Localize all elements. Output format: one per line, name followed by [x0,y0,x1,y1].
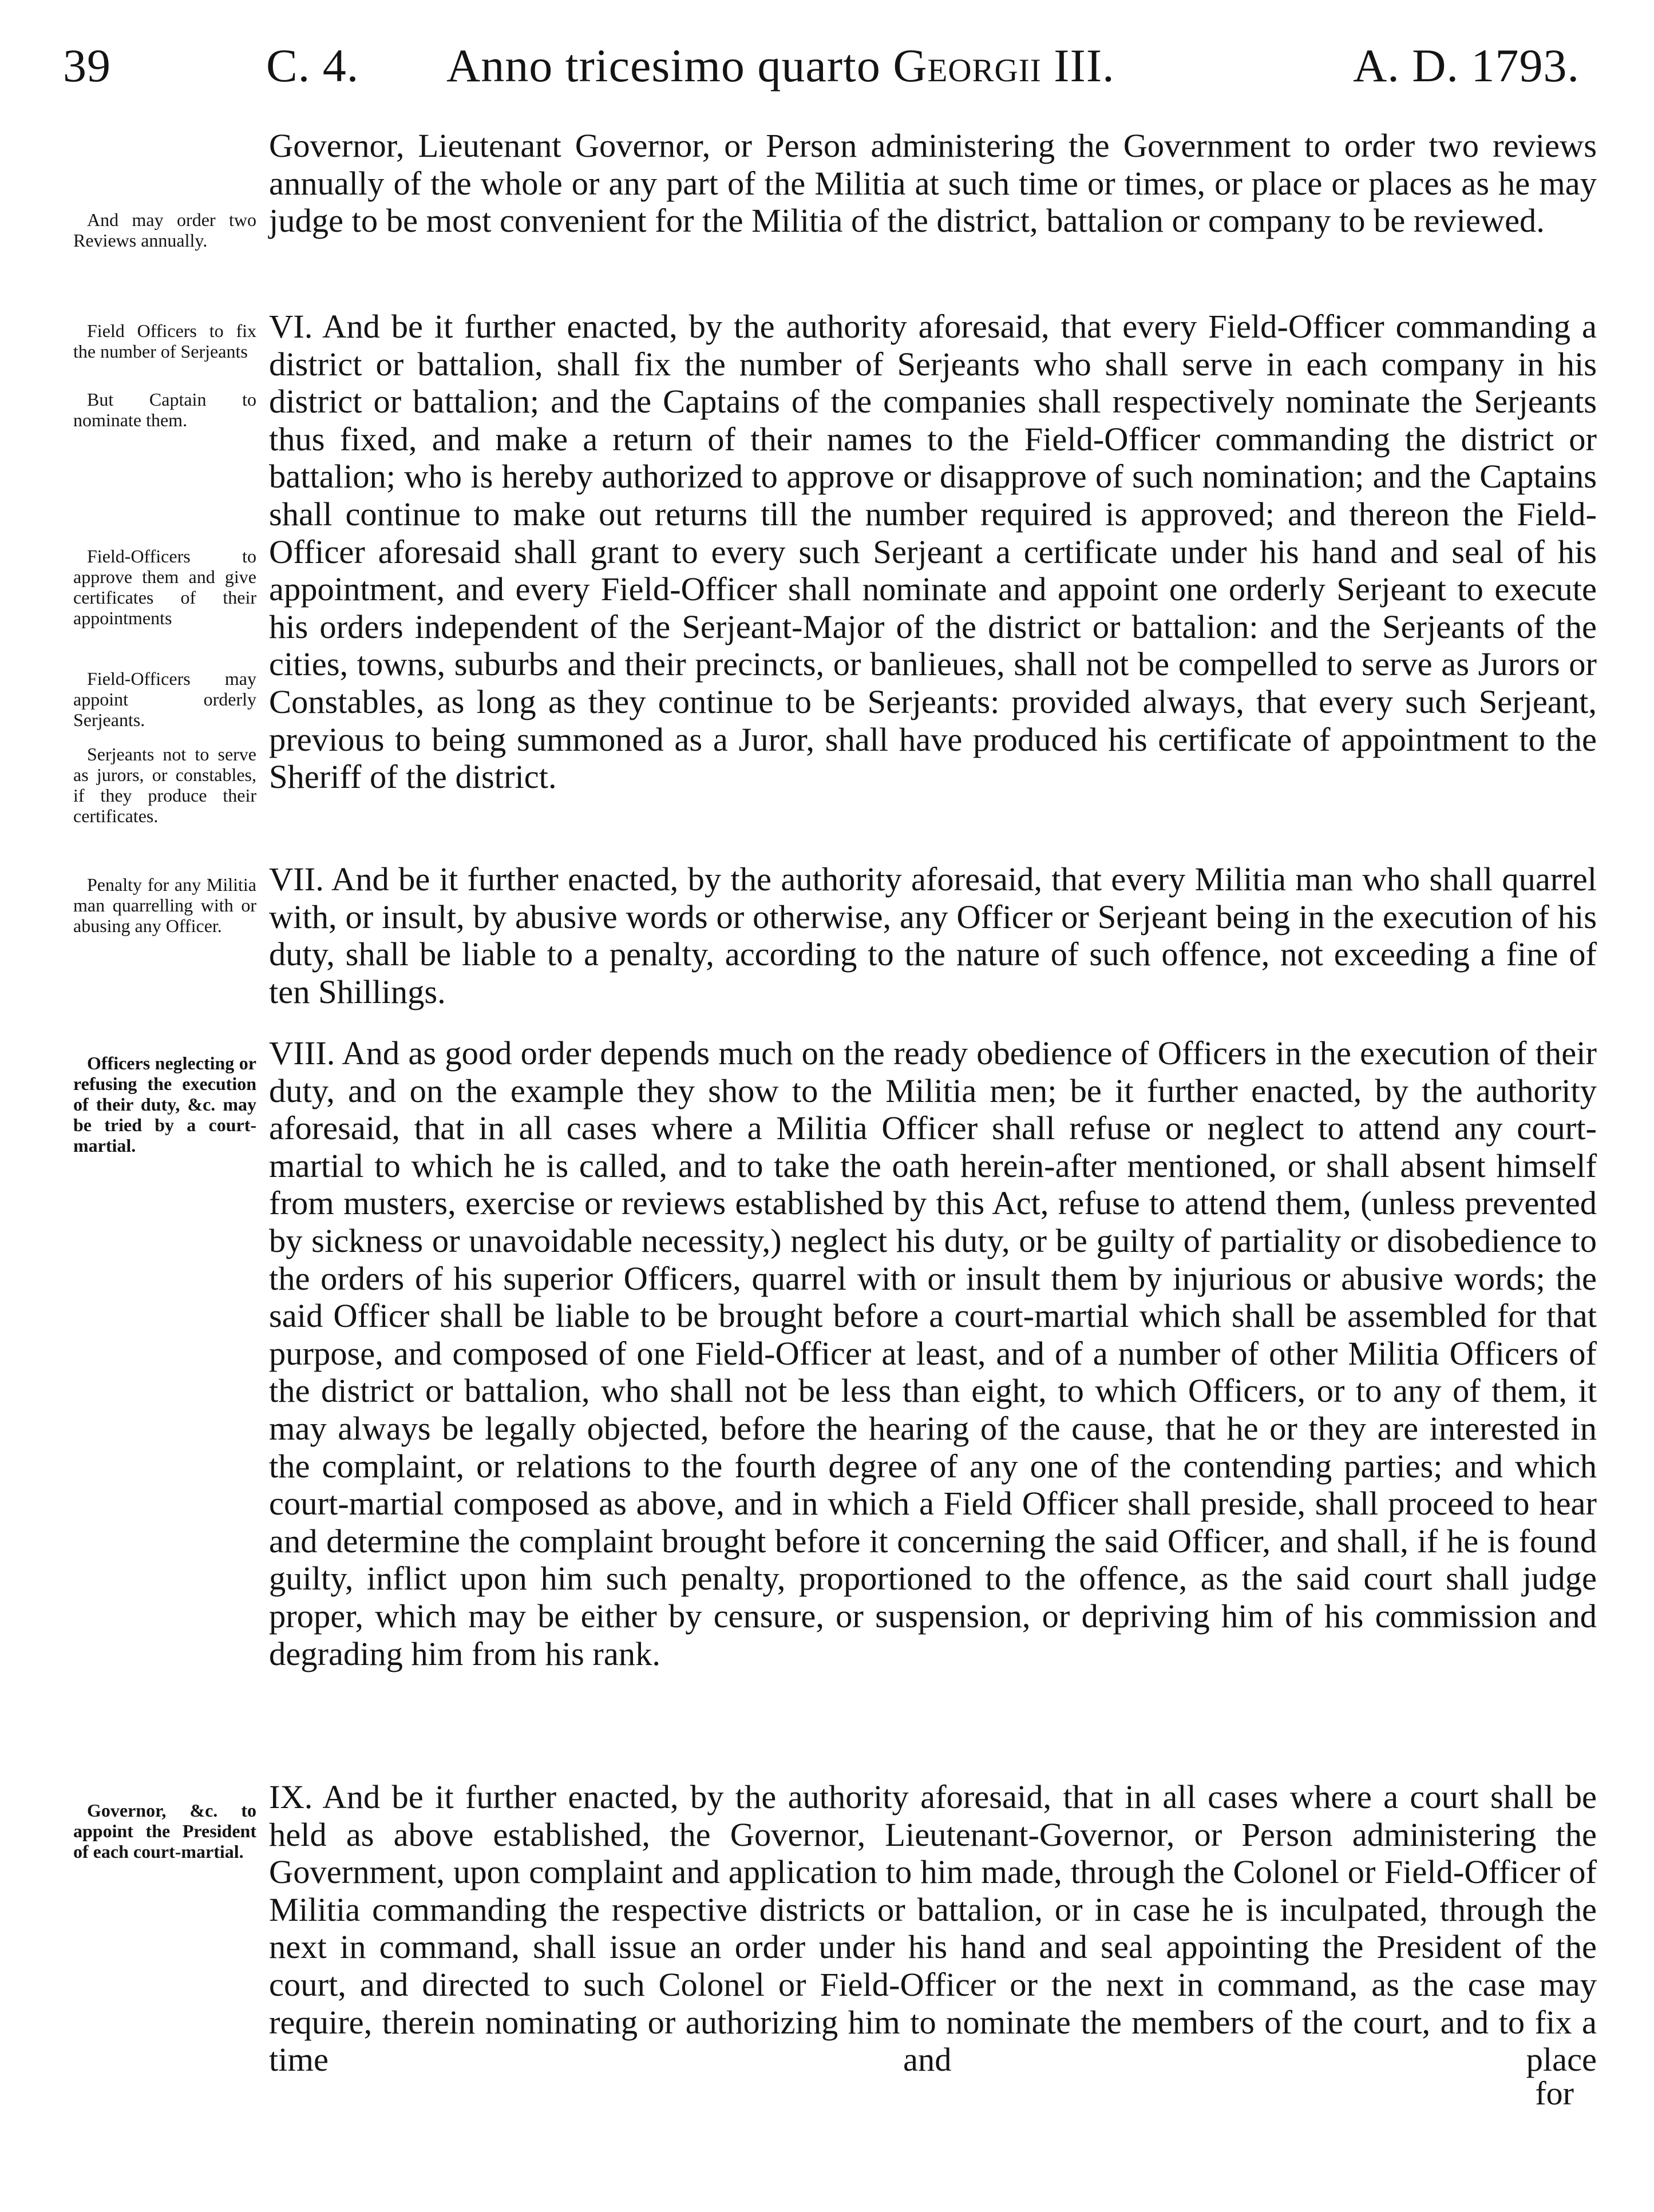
page-number: 39 [63,39,111,92]
title-suffix: III. [1041,39,1115,92]
margin-note-orderly-serjeants: Field-Officers may appoint orderly Serjeants. [73,668,256,730]
margin-note-reviews: And may order two Reviews annually. [73,209,256,251]
chapter-number: C. 4. [266,39,359,92]
catchword: for [1535,2075,1574,2112]
title-king: Georgii [893,39,1042,92]
paragraph-section-ix: IX. And be it further enacted, by the authority aforesaid, that in all cases where a court shall be held as above established, the Governor, Lieutenant-Governor, or Person administering the Government, upon complaint and application to him made, through the Colonel or Field-Officer of Militia commanding the respective districts or battalion, or in case he is inculpated, through the next in command, shall issue an order under his hand and seal appointing the President of the court, and directed to such Colonel or Field-Officer or the next in command, as the case may require, therein nominating or authorizing him to nominate the members of the court, and to fix a time and place [269,1778,1597,2079]
margin-note-court-martial: Officers neglecting or refusing the execution of their duty, &c. may be tried by a court-martial. [73,1053,256,1156]
running-head [63,23,1580,109]
paragraph-section-vii: VII. And be it further enacted, by the authority aforesaid, that every Militia man who shall quarrel with, or insult, by abusive words or otherwise, any Officer or Serjeant being in the execution of his duty, shall be liable to a penalty, according to the nature of such offence, not exceeding a fine of ten Shillings. [269,861,1597,1010]
paragraph-review-continuation: Governor, Lieutenant Governor, or Person administering the Government to order two reviews annually of the whole or any part of the Militia at such time or times, or place or places as he may judge to be most convenient for the Militia of the district, battalion or company to be reviewed. [269,127,1597,240]
paragraph-section-vi: VI. And be it further enacted, by the authority aforesaid, that every Field-Officer commanding a district or battalion, shall fix the number of Serjeants who shall serve in each company in his district or battalion; and the Captains of the companies shall respectively nominate the Serjeants thus fixed, and make a return of their names to the Field-Officer commanding the district or battalion; who is hereby authorized to approve or disapprove of such nomination; and the Captains shall continue to make out returns till the number required is approved; and thereon the Field-Officer aforesaid shall grant to every such Serjeant a certificate under his hand and seal of his appointment, and every Field-Officer shall nominate and appoint one orderly Serjeant to execute his orders independent of the Serjeant-Major of the district or battalion: and the Serjeants of the cities, towns, suburbs and their precincts, or banlieues, shall not be compelled to serve as Jurors or Constables, as long as they continue to be Serjeants: provided always, that every such Serjeant, previous to being summoned as a Juror, shall have produced his certificate of appointment to the Sheriff of the district. [269,308,1597,796]
running-title [446,23,1115,109]
year: A. D. 1793. [1353,39,1580,92]
margin-note-penalty: Penalty for any Militia man quarrelling with or abusing any Officer. [73,874,256,936]
margin-note-field-officers-fix: Field Officers to fix the number of Serjeants [73,320,256,362]
margin-note-approve-certificates: Field-Officers to approve them and give certificates of their appointments [73,546,256,628]
margin-note-serjeants-jurors: Serjeants not to serve as jurors, or constables, if they produce their certificates. [73,744,256,826]
margin-note-captain-nominate: But Captain to nominate them. [73,389,256,430]
margin-note-president: Governor, &c. to appoint the President of each court-martial. [73,1800,256,1862]
paragraph-section-viii: VIII. And as good order depends much on the ready obedience of Officers in the execution of their duty, and on the example they show to the Militia men; be it further enacted, by the authority aforesaid, that in all cases where a Militia Officer shall refuse or neglect to attend any court-martial to which he is called, and to take the oath herein-after mentioned, or shall absent himself from musters, exercise or reviews established by this Act, refuse to attend them, (unless prevented by sickness or unavoidable necessity,) neglect his duty, or be guilty of partiality or disobedience to the orders of his superior Officers, quarrel with or insult them by injurious or abusive words; the said Officer shall be liable to be brought before a court-martial which shall be assembled for that purpose, and composed of one Field-Officer at least, and of a number of other Militia Officers of the district or battalion, who shall not be less than eight, to which Officers, or to any of them, it may always be legally objected, before the hearing of the cause, that he or they are interested in the complaint, or relations to the fourth degree of any one of the contending parties; and which court-martial composed as above, and in which a Field Officer shall preside, shall proceed to hear and determine the complaint brought before it concerning the said Officer, and shall, if he is found guilty, inflict upon him such penalty, proportioned to the offence, as the said court shall judge proper, which may be either by censure, or suspension, or depriving him of his commission and degrading him from his rank. [269,1034,1597,1672]
title-prefix: Anno tricesimo quarto [446,39,893,92]
